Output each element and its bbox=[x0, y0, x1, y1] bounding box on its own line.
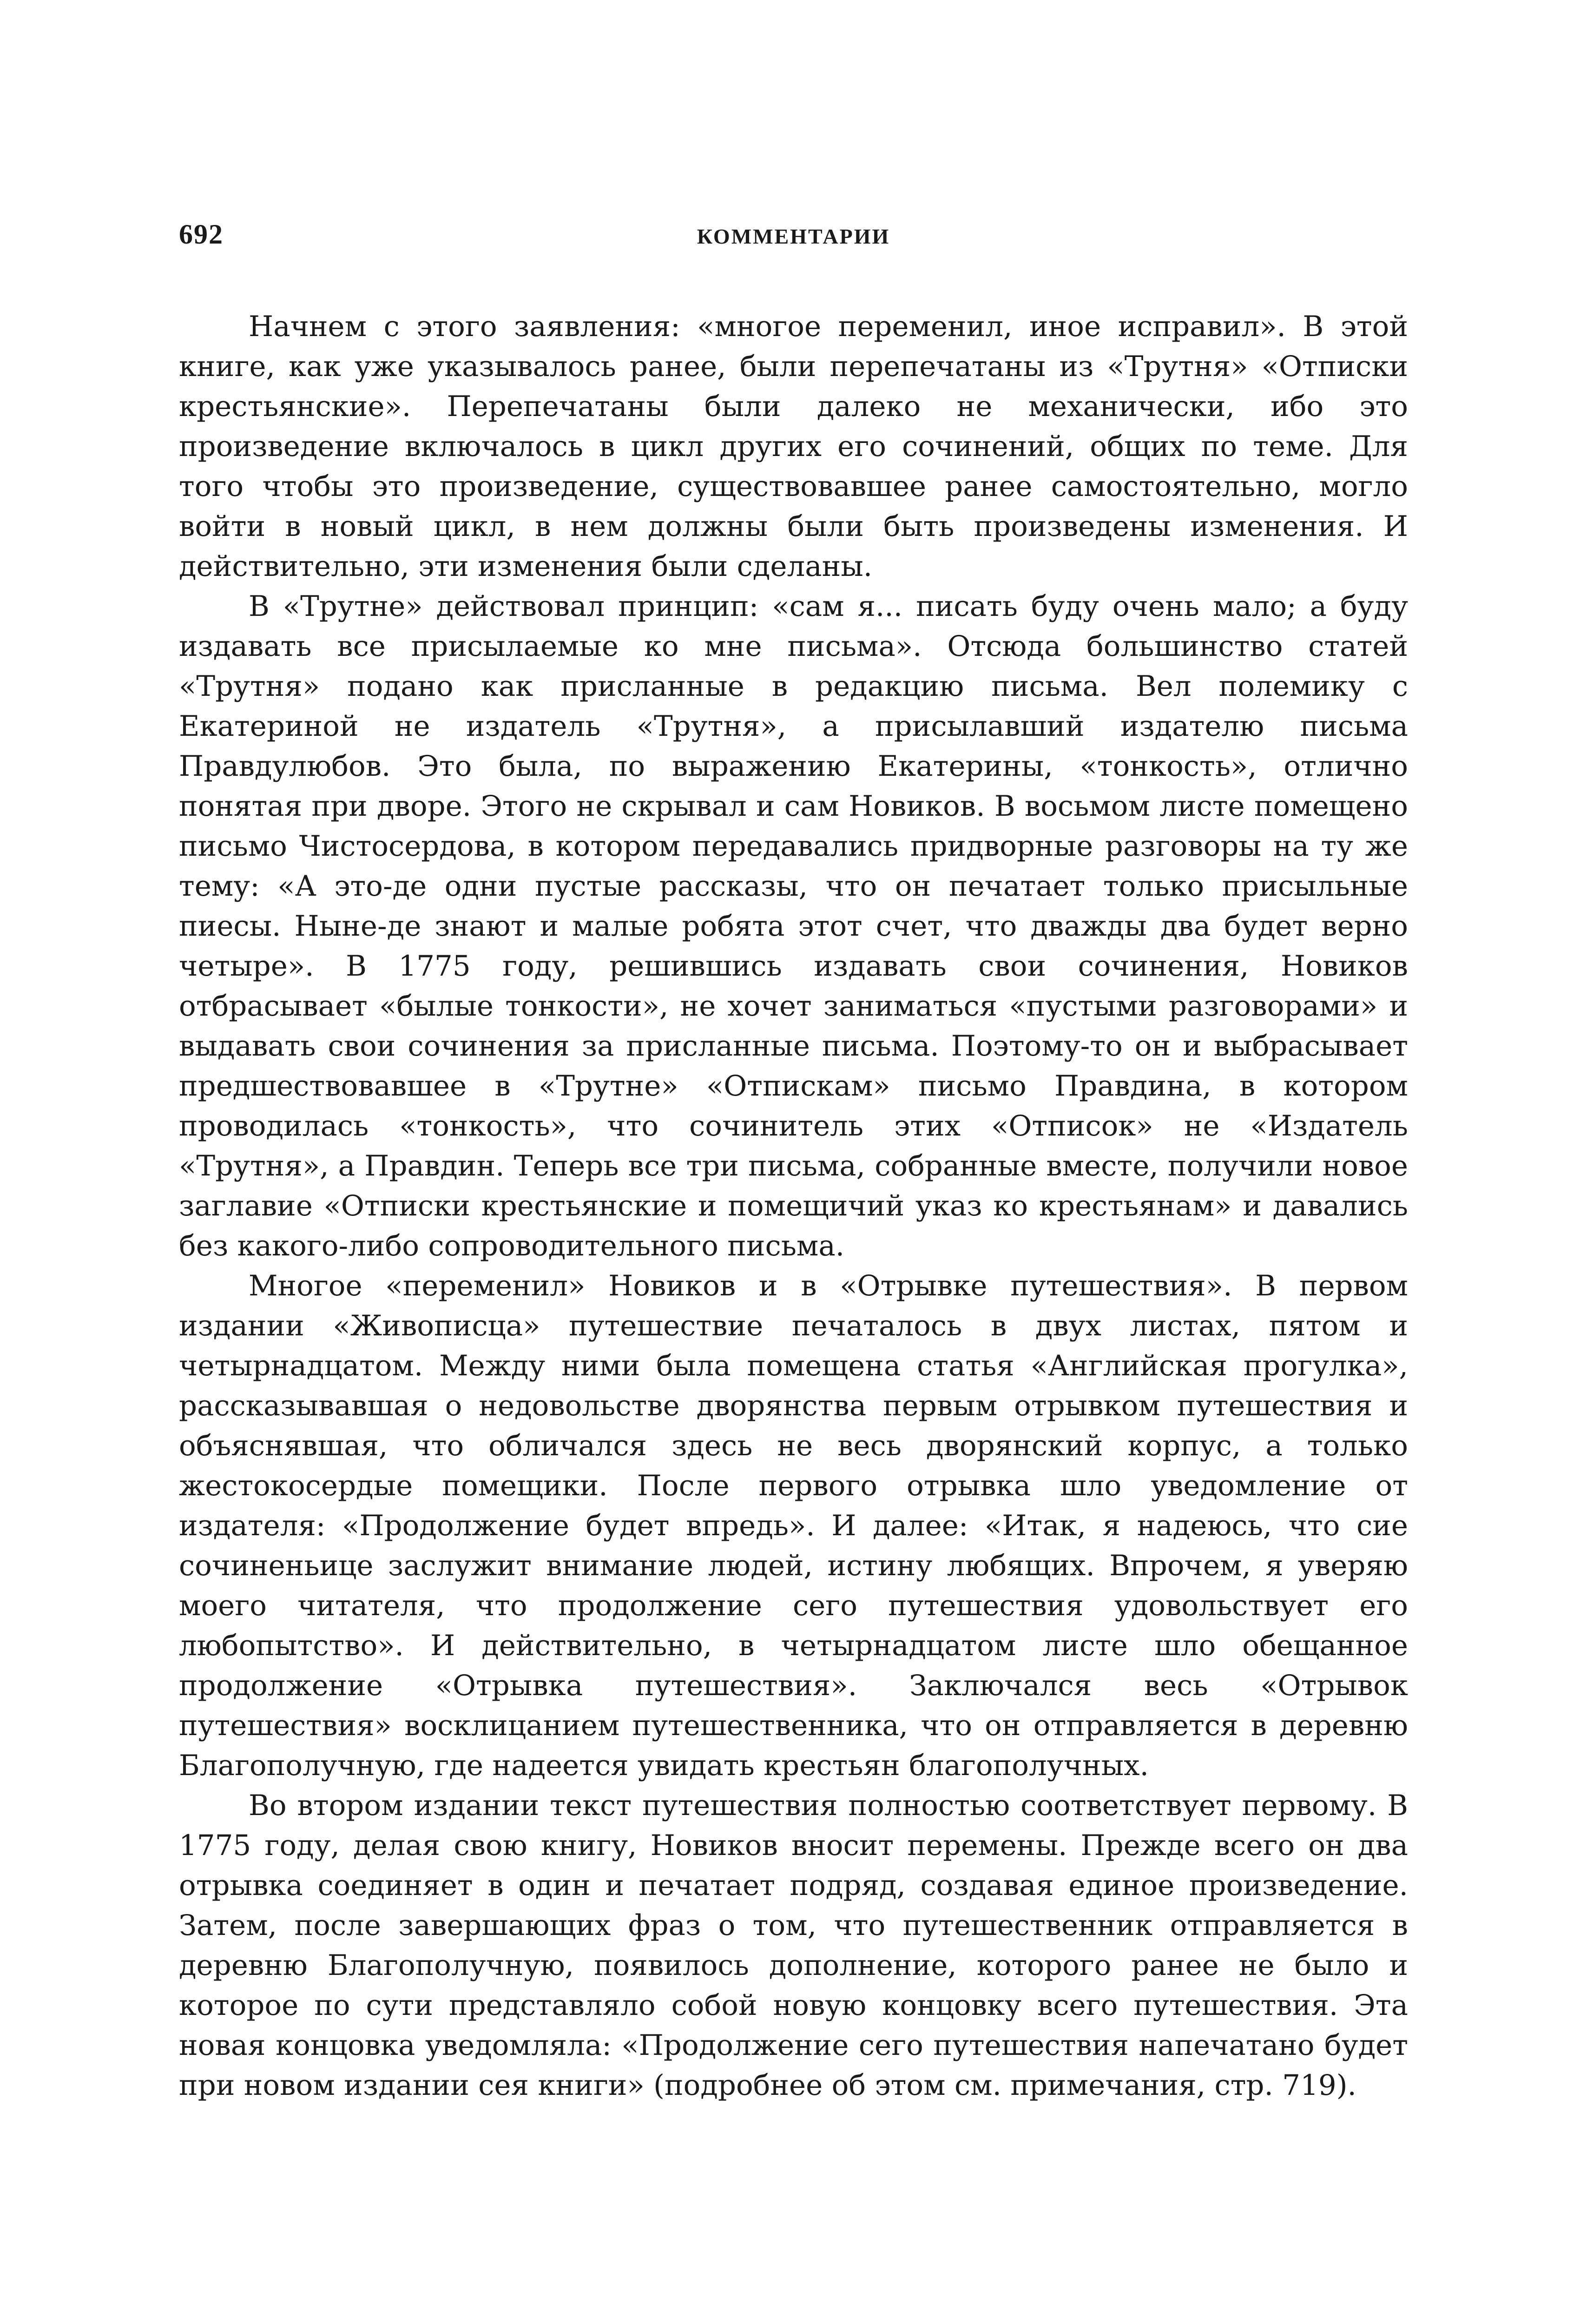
paragraph-1: Начнем с этого заявления: «многое переменил, иное исправил». В этой книге, как уже указывалось ранее, были перепечатаны из «Трутня» «Отписки крестьянские». Перепечатаны были далеко не механически, ибо это произведение включалось в цикл других его сочинений, общих по теме. Для того чтобы это произведение, существовавшее ранее самостоятельно, могло войти в новый цикл, в нем должны были быть произведены изменения. И действительно, эти изменения были сделаны. bbox=[179, 310, 1408, 583]
running-head bbox=[179, 218, 1408, 256]
paragraph-2: В «Трутне» действовал принцип: «сам я... писать буду очень мало; а буду издавать все присылаемые ко мне письма». Отсюда большинство статей «Трутня» подано как присланные в редакцию письма. Вел полемику с Екатериной не издатель «Трутня», а присылавший издателю письма Правдулюбов. Это была, по выражению Екатерины, «тонкость», отлично понятая при дворе. Этого не скрывал и сам Новиков. В восьмом листе помещено письмо Чистосердова, в котором передавались придворные разговоры на ту же тему: «А это-де одни пустые рассказы, что он печатает только присыльные пиесы. Ныне-де знают и малые робята этот счет, что дважды два будет верно четыре». В 1775 году, решившись издавать свои сочинения, Новиков отбрасывает «былые тонкости», не хочет заниматься «пустыми разговорами» и выдавать свои сочинения за присланные письма. Поэтому-то он и выбрасывает предшествовавшее в «Трутне» «Отпискам» письмо Правдина, в котором проводилась «тонкость», что сочинитель этих «Отписок» не «Издатель «Трутня», а Правдин. Теперь все три письма, собранные вместе, получили новое заглавие «Отписки крестьянские и помещичий указ ко крестьянам» и давались без какого-либо сопроводительного письма. bbox=[179, 590, 1408, 1262]
body-text bbox=[179, 307, 1408, 2106]
book-page bbox=[179, 218, 1408, 2264]
paragraph-3: Многое «переменил» Новиков и в «Отрывке путешествия». В первом издании «Живописца» путешествие печаталось в двух листах, пятом и четырнадцатом. Между ними была помещена статья «Английская прогулка», рассказывавшая о недовольстве дворянства первым отрывком путешествия и объяснявшая, что обличался здесь не весь дворянский корпус, а только жестокосердые помещики. После первого отрывка шло уведомление от издателя: «Продолжение будет впредь». И далее: «Итак, я надеюсь, что сие сочиненьице заслужит внимание людей, истину любящих. Впрочем, я уверяю моего читателя, что продолжение сего путешествия удовольствует его любопытство». И действительно, в четырнадцатом листе шло обещанное продолжение «Отрывка путешествия». Заключался весь «Отрывок путешествия» восклицанием путешественника, что он отправляется в деревню Благополучную, где надеется увидать крестьян благополучных. bbox=[179, 1269, 1408, 1782]
paragraph-4: Во втором издании текст путешествия полностью соответствует первому. В 1775 году, делая свою книгу, Новиков вносит перемены. Прежде всего он два отрывка соединяет в один и печатает подряд, создавая единое произведение. Затем, после завершающих фраз о том, что путешественник отправляется в деревню Благополучную, появилось дополнение, которого ранее не было и которое по сути представляло собой новую концовку всего путешествия. Эта новая концовка уведомляла: «Продолжение сего путешествия напечатано будет при новом издании сея книги» (подробнее об этом см. примечания, стр. 719). bbox=[179, 1789, 1408, 2102]
section-title: КОММЕНТАРИИ bbox=[697, 224, 890, 248]
page-number: 692 bbox=[179, 219, 224, 250]
